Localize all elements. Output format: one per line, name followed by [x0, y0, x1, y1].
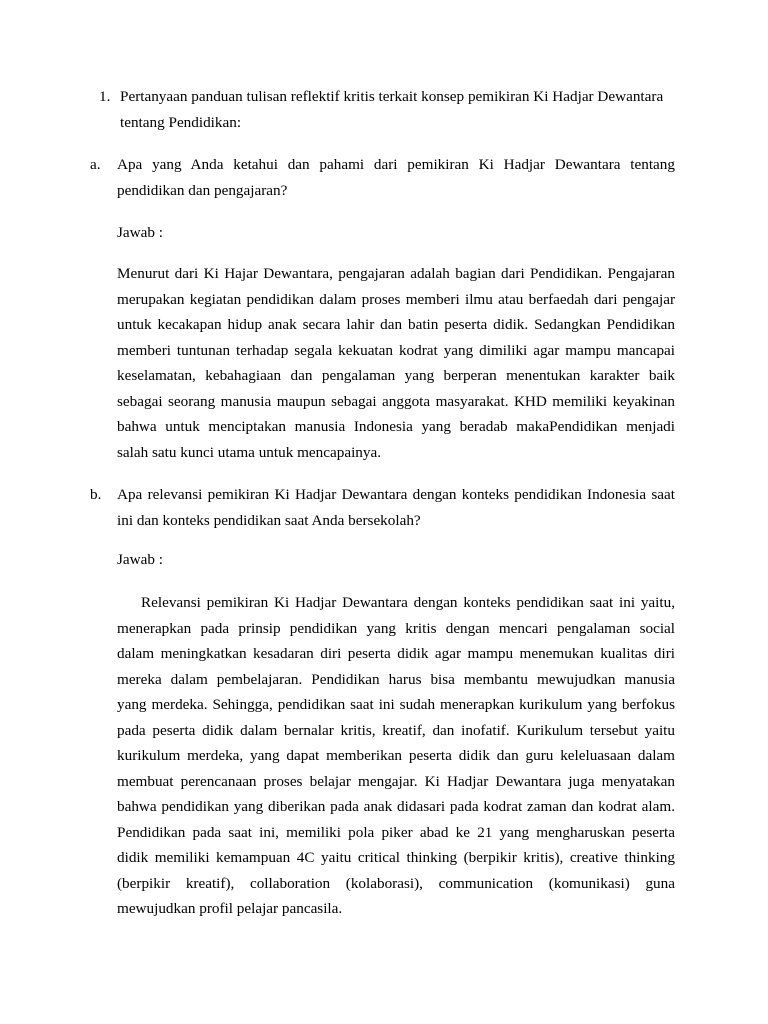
item-a-answer-line: untuk kecakapan hidup anak secara lahir dan batin peserta didik. Sedangkan Pendidikan	[117, 316, 675, 333]
item-b-answer-line: membuat perencanaan proses belajar mengajar. Ki Hadjar Dewantara juga menyatakan	[117, 772, 675, 790]
item-a-answer-line: bahwa untuk menciptakan manusia Indonesia yang beradab makaPendidikan menjadi	[117, 418, 675, 435]
answer-label: Jawab :	[117, 551, 163, 568]
item-a-answer	[117, 261, 675, 465]
item-b-answer-line: bahwa pendidikan yang diberikan pada anak didasari pada kodrat zaman dan kodrat alam.	[117, 798, 675, 815]
item-a-answer-line: sebagai seorang manusia maupun sebagai anggota masyarakat. KHD memiliki keyakinan	[117, 392, 675, 410]
question-1-text-continued	[120, 110, 680, 136]
item-a-question-line: pendidikan dan pengajaran?	[117, 181, 288, 199]
item-b-answer-line: mereka dalam pembelajaran. Pendidikan harus bisa membantu mewujudkan manusia	[117, 670, 675, 688]
item-a-answer-line: salah satu kunci utama untuk mencapainya.	[117, 443, 382, 461]
item-b-answer-line: kurikulum merdeka, yang dapat memberikan peserta didik dan guru keleluasaan dalam	[117, 747, 675, 764]
item-b-answer-line: mewujudkan profil pelajar pancasila.	[117, 900, 343, 917]
question-1-number: 1.	[99, 88, 111, 105]
item-a-answer-line: merupakan kegiatan pendidikan dalam proses memberi ilmu atau berfaedah dari pengajar	[117, 290, 675, 308]
item-b-answer-line: didik memiliki kemampuan 4C yaitu critical thinking (berpikir kritis), creative thinking	[117, 849, 675, 866]
item-a-answer-line: memberi tuntunan terhadap segala kekuatan kodrat yang dimiliki agar mampu mancapai	[117, 341, 675, 359]
item-b-answer-line: menerapkan pada prinsip pendidikan yang kritis dengan mencari pengalaman social	[117, 619, 675, 637]
item-b-answer-line: Pendidikan pada saat ini, memiliki pola piker abad ke 21 yang mengharuskan peserta	[117, 823, 675, 841]
item-b-answer-line: (berpikir kreatif), collaboration (kolaborasi), communication (komunikasi) guna	[117, 874, 675, 892]
item-b-answer-label	[117, 547, 163, 573]
item-b-answer	[117, 590, 675, 922]
item-a-marker: a.	[90, 156, 101, 173]
item-a-answer-label	[117, 220, 163, 246]
item-b-marker: b.	[90, 486, 102, 503]
item-b-question-line: Apa relevansi pemikiran Ki Hadjar Dewantara dengan konteks pendidikan Indonesia saat	[117, 486, 675, 503]
item-b-question	[117, 482, 675, 533]
item-b-answer-line: yang merdeka. Sehingga, pendidikan saat ini sudah menerapkan kurikulum yang berfokus	[117, 696, 675, 713]
item-b-answer-line: dalam meningkatkan kesadaran diri peserta didik agar mampu menemukan kualitas diri	[117, 645, 675, 662]
item-a-question-line: Apa yang Anda ketahui dan pahami dari pemikiran Ki Hadjar Dewantara tentang	[117, 156, 675, 173]
question-1-text	[120, 84, 680, 110]
answer-label: Jawab :	[117, 224, 163, 241]
item-a-answer-line: Menurut dari Ki Hajar Dewantara, pengajaran adalah bagian dari Pendidikan. Pengajaran	[117, 265, 675, 282]
item-b-answer-line: pada peserta didik dalam bernalar kritis, kreatif, dan inofatif. Kurikulum tersebut yaitu	[117, 721, 675, 739]
item-a-question	[117, 152, 675, 203]
item-b-answer-line: Relevansi pemikiran Ki Hadjar Dewantara dengan konteks pendidikan saat ini yaitu,	[141, 594, 675, 611]
question-1-line: tentang Pendidikan:	[120, 114, 242, 131]
question-1-line: Pertanyaan panduan tulisan reflektif kritis terkait konsep pemikiran Ki Hadjar Dewantara	[120, 88, 664, 105]
item-b-question-line: ini dan konteks pendidikan saat Anda bersekolah?	[117, 511, 421, 529]
item-a-answer-line: keselamatan, kebahagiaan dan pengalaman yang berperan menentukan karakter baik	[117, 367, 675, 384]
